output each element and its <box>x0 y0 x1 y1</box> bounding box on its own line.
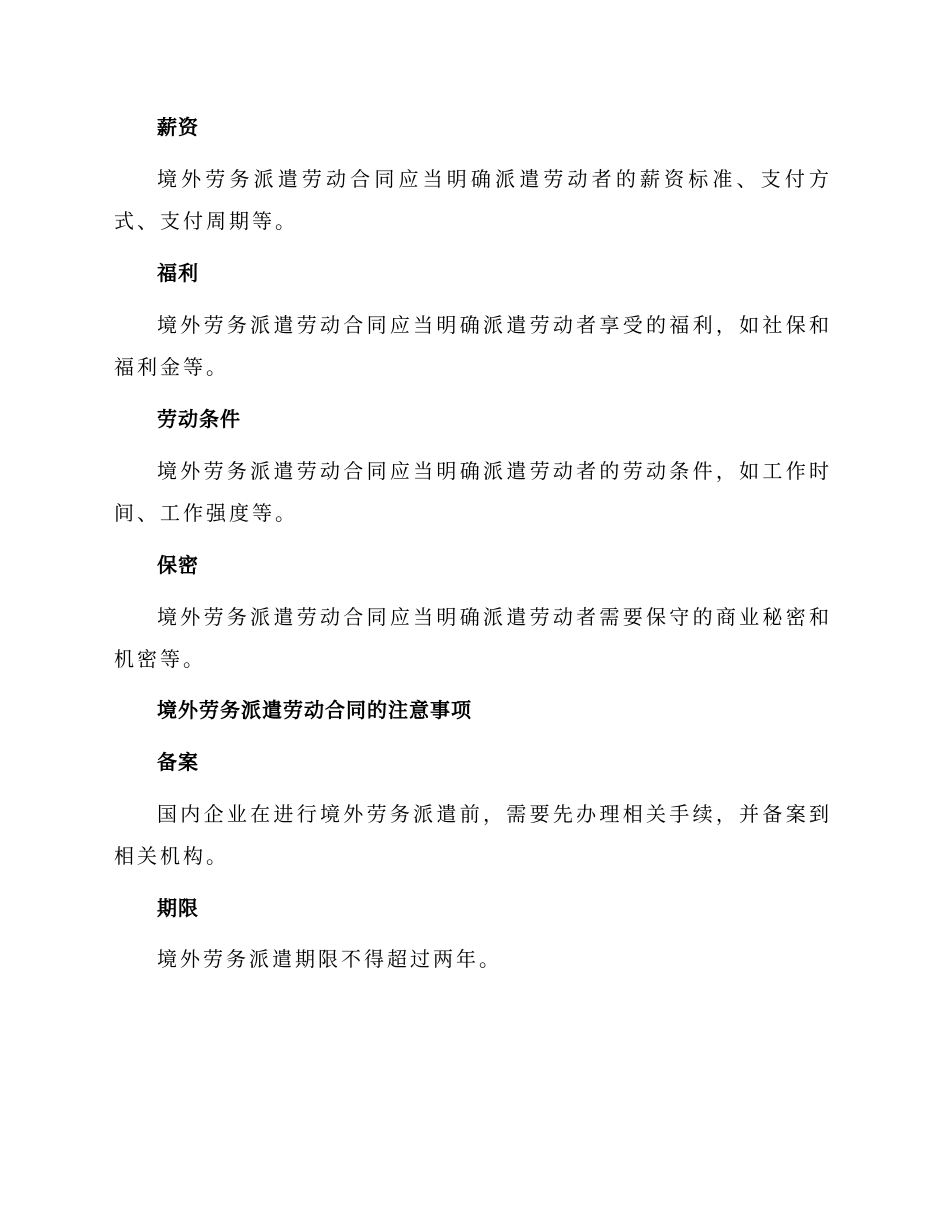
section-body-benefits: 境外劳务派遣劳动合同应当明确派遣劳动者享受的福利，如社保和福利金等。 <box>114 313 832 379</box>
section-heading-working-conditions: 劳动条件 <box>157 407 241 431</box>
note-heading-term: 期限 <box>157 896 199 920</box>
note-heading-filing: 备案 <box>157 750 199 774</box>
section-body-working-conditions: 境外劳务派遣劳动合同应当明确派遣劳动者的劳动条件，如工作时间、工作强度等。 <box>114 459 832 525</box>
section-heading-confidentiality: 保密 <box>157 553 199 577</box>
section-body-confidentiality: 境外劳务派遣劳动合同应当明确派遣劳动者需要保守的商业秘密和机密等。 <box>114 605 832 671</box>
section-heading-benefits: 福利 <box>157 261 199 285</box>
section-body-salary: 境外劳务派遣劳动合同应当明确派遣劳动者的薪资标准、支付方式、支付周期等。 <box>114 167 832 233</box>
note-body-term: 境外劳务派遣期限不得超过两年。 <box>157 947 502 971</box>
notes-heading: 境外劳务派遣劳动合同的注意事项 <box>157 698 472 722</box>
note-body-filing: 国内企业在进行境外劳务派遣前，需要先办理相关手续，并备案到相关机构。 <box>114 802 832 868</box>
section-heading-salary: 薪资 <box>157 115 199 139</box>
